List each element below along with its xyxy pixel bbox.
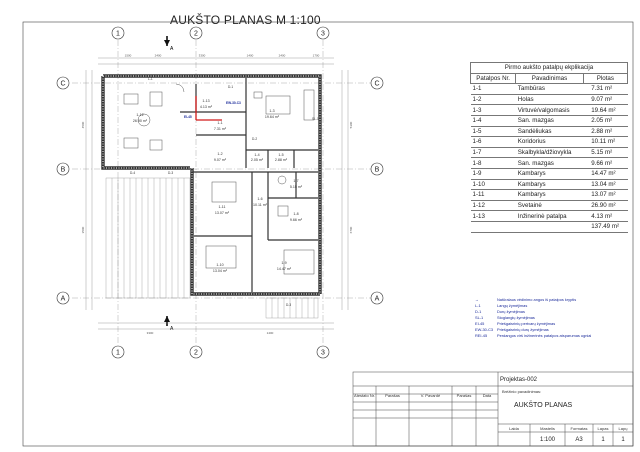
dim-top-1: 1500	[124, 53, 132, 58]
room-1-11: 1-11	[218, 205, 226, 209]
tb-col-signature-2: Parašas	[456, 393, 472, 398]
legend-text: Priešgaisrinių durų žymėjimas	[497, 327, 549, 333]
dim-side-1: 4500	[81, 121, 85, 129]
row-name: Tambūras	[516, 84, 583, 95]
legend-key: REI-45	[475, 333, 488, 339]
tag-door-2: D-2	[252, 137, 258, 141]
row-name: Svetainė	[516, 200, 583, 211]
tb-col-date: Data	[482, 393, 492, 398]
project-name: Projektas-002	[500, 377, 538, 383]
row-nr: 1-9	[471, 168, 516, 179]
row-nr: 1-4	[471, 115, 516, 126]
tb-meta-scale: Mastelis	[540, 426, 555, 431]
axis-label-row-c-right: C	[374, 80, 380, 88]
dim-top-4: 1400	[246, 53, 254, 58]
row-area: 26.90 m²	[583, 200, 627, 211]
col-header-area: Plotas	[583, 73, 627, 84]
tag-skylight: SL-1	[312, 117, 319, 121]
tb-meta-sheets: Lapų	[618, 426, 628, 431]
axis-label-col-3-bottom: 3	[321, 349, 325, 357]
room-1-3-area: 19.64 m²	[264, 115, 280, 119]
row-nr: 1-1	[471, 84, 516, 95]
tag-window: L-1	[148, 77, 153, 81]
room-1-13: 1-13	[202, 99, 210, 103]
row-name: Kambarys	[516, 179, 583, 190]
room-1-6-area: 10.11 m²	[253, 203, 267, 207]
room-1-5-area: 2.88 m²	[274, 158, 288, 162]
legend-text: Langų žymėjimas	[497, 303, 528, 309]
dim-side-2: 3500	[81, 226, 85, 234]
room-1-10-area: 13.04 m²	[212, 269, 228, 273]
room-1-12-area: 26.90 m²	[132, 119, 148, 123]
dim-top-6: 1700	[312, 53, 320, 58]
axis-label-col-1: 1	[116, 30, 120, 38]
room-1-7-area: 5.15 m²	[289, 185, 303, 189]
row-area: 14.47 m²	[583, 168, 627, 179]
tag-door-3: D-3	[168, 171, 174, 175]
col-header-nr: Patalpos Nr.	[471, 73, 516, 84]
row-area: 9.66 m²	[583, 158, 627, 169]
row-name: Kambarys	[516, 168, 583, 179]
row-area: 2.88 m²	[583, 126, 627, 137]
row-area: 2.05 m²	[583, 115, 627, 126]
row-nr: 1-11	[471, 190, 516, 201]
dim-top-5: 2400	[278, 53, 286, 58]
row-area: 9.07 m²	[583, 94, 627, 105]
dim-side-4: 6700	[349, 226, 353, 234]
legend-key: SL-1	[475, 315, 484, 321]
room-1-9-area: 14.47 m²	[276, 267, 292, 271]
tb-col-name: V. Pavardė	[420, 393, 441, 398]
room-1-12: 1-12	[136, 113, 144, 117]
legend-text: Perdangos virš inžinerinės patalpos atsparumas ugniai	[497, 333, 592, 339]
room-1-11-area: 13.07 m²	[214, 211, 230, 215]
room-1-8: 1-8	[293, 212, 299, 216]
row-name: Sandėliukas	[516, 126, 583, 137]
legend-key: D-1	[475, 309, 482, 315]
row-name: Inžinerinė patalpa	[516, 211, 583, 222]
row-nr: 1-2	[471, 94, 516, 105]
room-1-1: 1-1	[217, 121, 223, 125]
legend-text: Priešgaisrinių pertvarų žymėjimas	[497, 321, 556, 327]
row-nr: 1-8	[471, 158, 516, 169]
row-area: 13.04 m²	[583, 179, 627, 190]
tag-door-1: D-1	[228, 85, 234, 89]
row-name: Virtuvė/valgomasis	[516, 105, 583, 116]
room-1-13-area: 4.13 m²	[199, 105, 213, 109]
room-1-6: 1-6	[257, 197, 263, 201]
row-nr: 1-7	[471, 147, 516, 158]
room-1-2-area: 9.07 m²	[213, 158, 227, 162]
axis-label-row-b-right: B	[374, 166, 380, 174]
row-area: 4.13 m²	[583, 211, 627, 222]
room-1-2: 1-2	[217, 152, 223, 156]
axis-label-row-b: B	[60, 166, 66, 174]
room-1-4-area: 2.05 m²	[250, 158, 264, 162]
room-1-10: 1-10	[216, 263, 224, 267]
row-area: 10.11 m²	[583, 137, 627, 148]
legend-text: Stoglangių žymėjimas	[497, 315, 535, 321]
room-1-8-area: 9.66 m²	[289, 218, 303, 222]
axis-label-row-a: A	[60, 295, 66, 303]
room-1-1-area: 7.31 m²	[213, 127, 227, 131]
row-area: 5.15 m²	[583, 147, 627, 158]
row-nr: 1-3	[471, 105, 516, 116]
row-nr: 1-6	[471, 137, 516, 148]
drawing-title: AUKŠTO PLANAS M 1:100	[170, 13, 321, 27]
legend-text: Natūralaus vėdinimo angos iš patalpos kryptis	[497, 297, 577, 302]
tag-door-4: D-4	[130, 171, 136, 175]
dim-bottom-2: 1400	[266, 331, 274, 335]
section-mark-top: A	[170, 46, 174, 52]
dim-side-3: 5300	[349, 121, 353, 129]
row-name: San. mazgas	[516, 158, 583, 169]
axis-label-row-c: C	[60, 80, 66, 88]
tb-meta-format: Formatas	[570, 426, 588, 431]
room-1-9: 1-9	[281, 261, 287, 265]
legend-text: Durų žymėjimas	[497, 309, 525, 315]
tb-meta-edition: Laida	[509, 426, 519, 431]
tb-col-signature-1: Parašas	[385, 393, 400, 398]
axis-label-col-2: 2	[194, 30, 198, 38]
axis-label-col-1-bottom: 1	[116, 349, 120, 357]
room-1-5: 1-5	[278, 153, 284, 157]
row-area: 13.07 m²	[583, 190, 627, 201]
drawing-name: AUKŠTO PLANAS	[514, 402, 573, 409]
row-nr: 1-13	[471, 211, 516, 222]
row-name: Skalbykla/džiovykla	[516, 147, 583, 158]
explication-caption: Pirmo aukšto patalpų ekplikacija	[471, 63, 628, 74]
row-name: Kambarys	[516, 190, 583, 201]
dim-top-2: 2400	[154, 53, 162, 58]
legend-key: EI-45	[475, 321, 485, 327]
axis-label-col-2-bottom: 2	[194, 349, 198, 357]
row-name: San. mazgas	[516, 115, 583, 126]
row-nr: 1-12	[471, 200, 516, 211]
tb-value-sheets: 1	[621, 437, 625, 443]
tag-door-terrace: D-3	[286, 303, 292, 307]
axis-label-col-3: 3	[321, 30, 325, 38]
row-area: 7.31 m²	[583, 84, 627, 95]
row-area: 19.64 m²	[583, 105, 627, 116]
legend-key: L-1	[475, 303, 481, 309]
drawing-name-label: Brėžinio pavadinimas:	[502, 389, 542, 394]
row-name: Holas	[516, 94, 583, 105]
tb-meta-sheet: Lapas	[597, 426, 609, 431]
room-1-4: 1-4	[254, 153, 260, 157]
tag-fire-partition: EI-45	[184, 115, 192, 119]
vent-arrow-icon: →	[475, 297, 479, 302]
tb-value-scale: 1:100	[539, 437, 556, 443]
legend-key: EW-30-C3	[475, 327, 494, 333]
tb-value-format: A3	[575, 437, 583, 443]
row-nr: 1-5	[471, 126, 516, 137]
col-header-name: Pavadinimas	[516, 73, 583, 84]
dim-bottom-1: 3300	[146, 331, 154, 335]
total-area: 137.49 m²	[583, 221, 627, 232]
axis-label-row-a-right: A	[374, 295, 380, 303]
dim-top-3: 3300	[198, 53, 206, 58]
row-name: Koridorius	[516, 137, 583, 148]
room-1-3: 1-3	[269, 109, 275, 113]
room-1-7: 1-7	[293, 179, 299, 183]
section-mark-bottom: A	[170, 326, 174, 332]
tb-col-certificate: Atestato Nr.	[354, 393, 375, 398]
tag-fire-door: EW-30-C3	[226, 101, 241, 105]
row-nr: 1-10	[471, 179, 516, 190]
tb-value-sheet: 1	[601, 437, 605, 443]
